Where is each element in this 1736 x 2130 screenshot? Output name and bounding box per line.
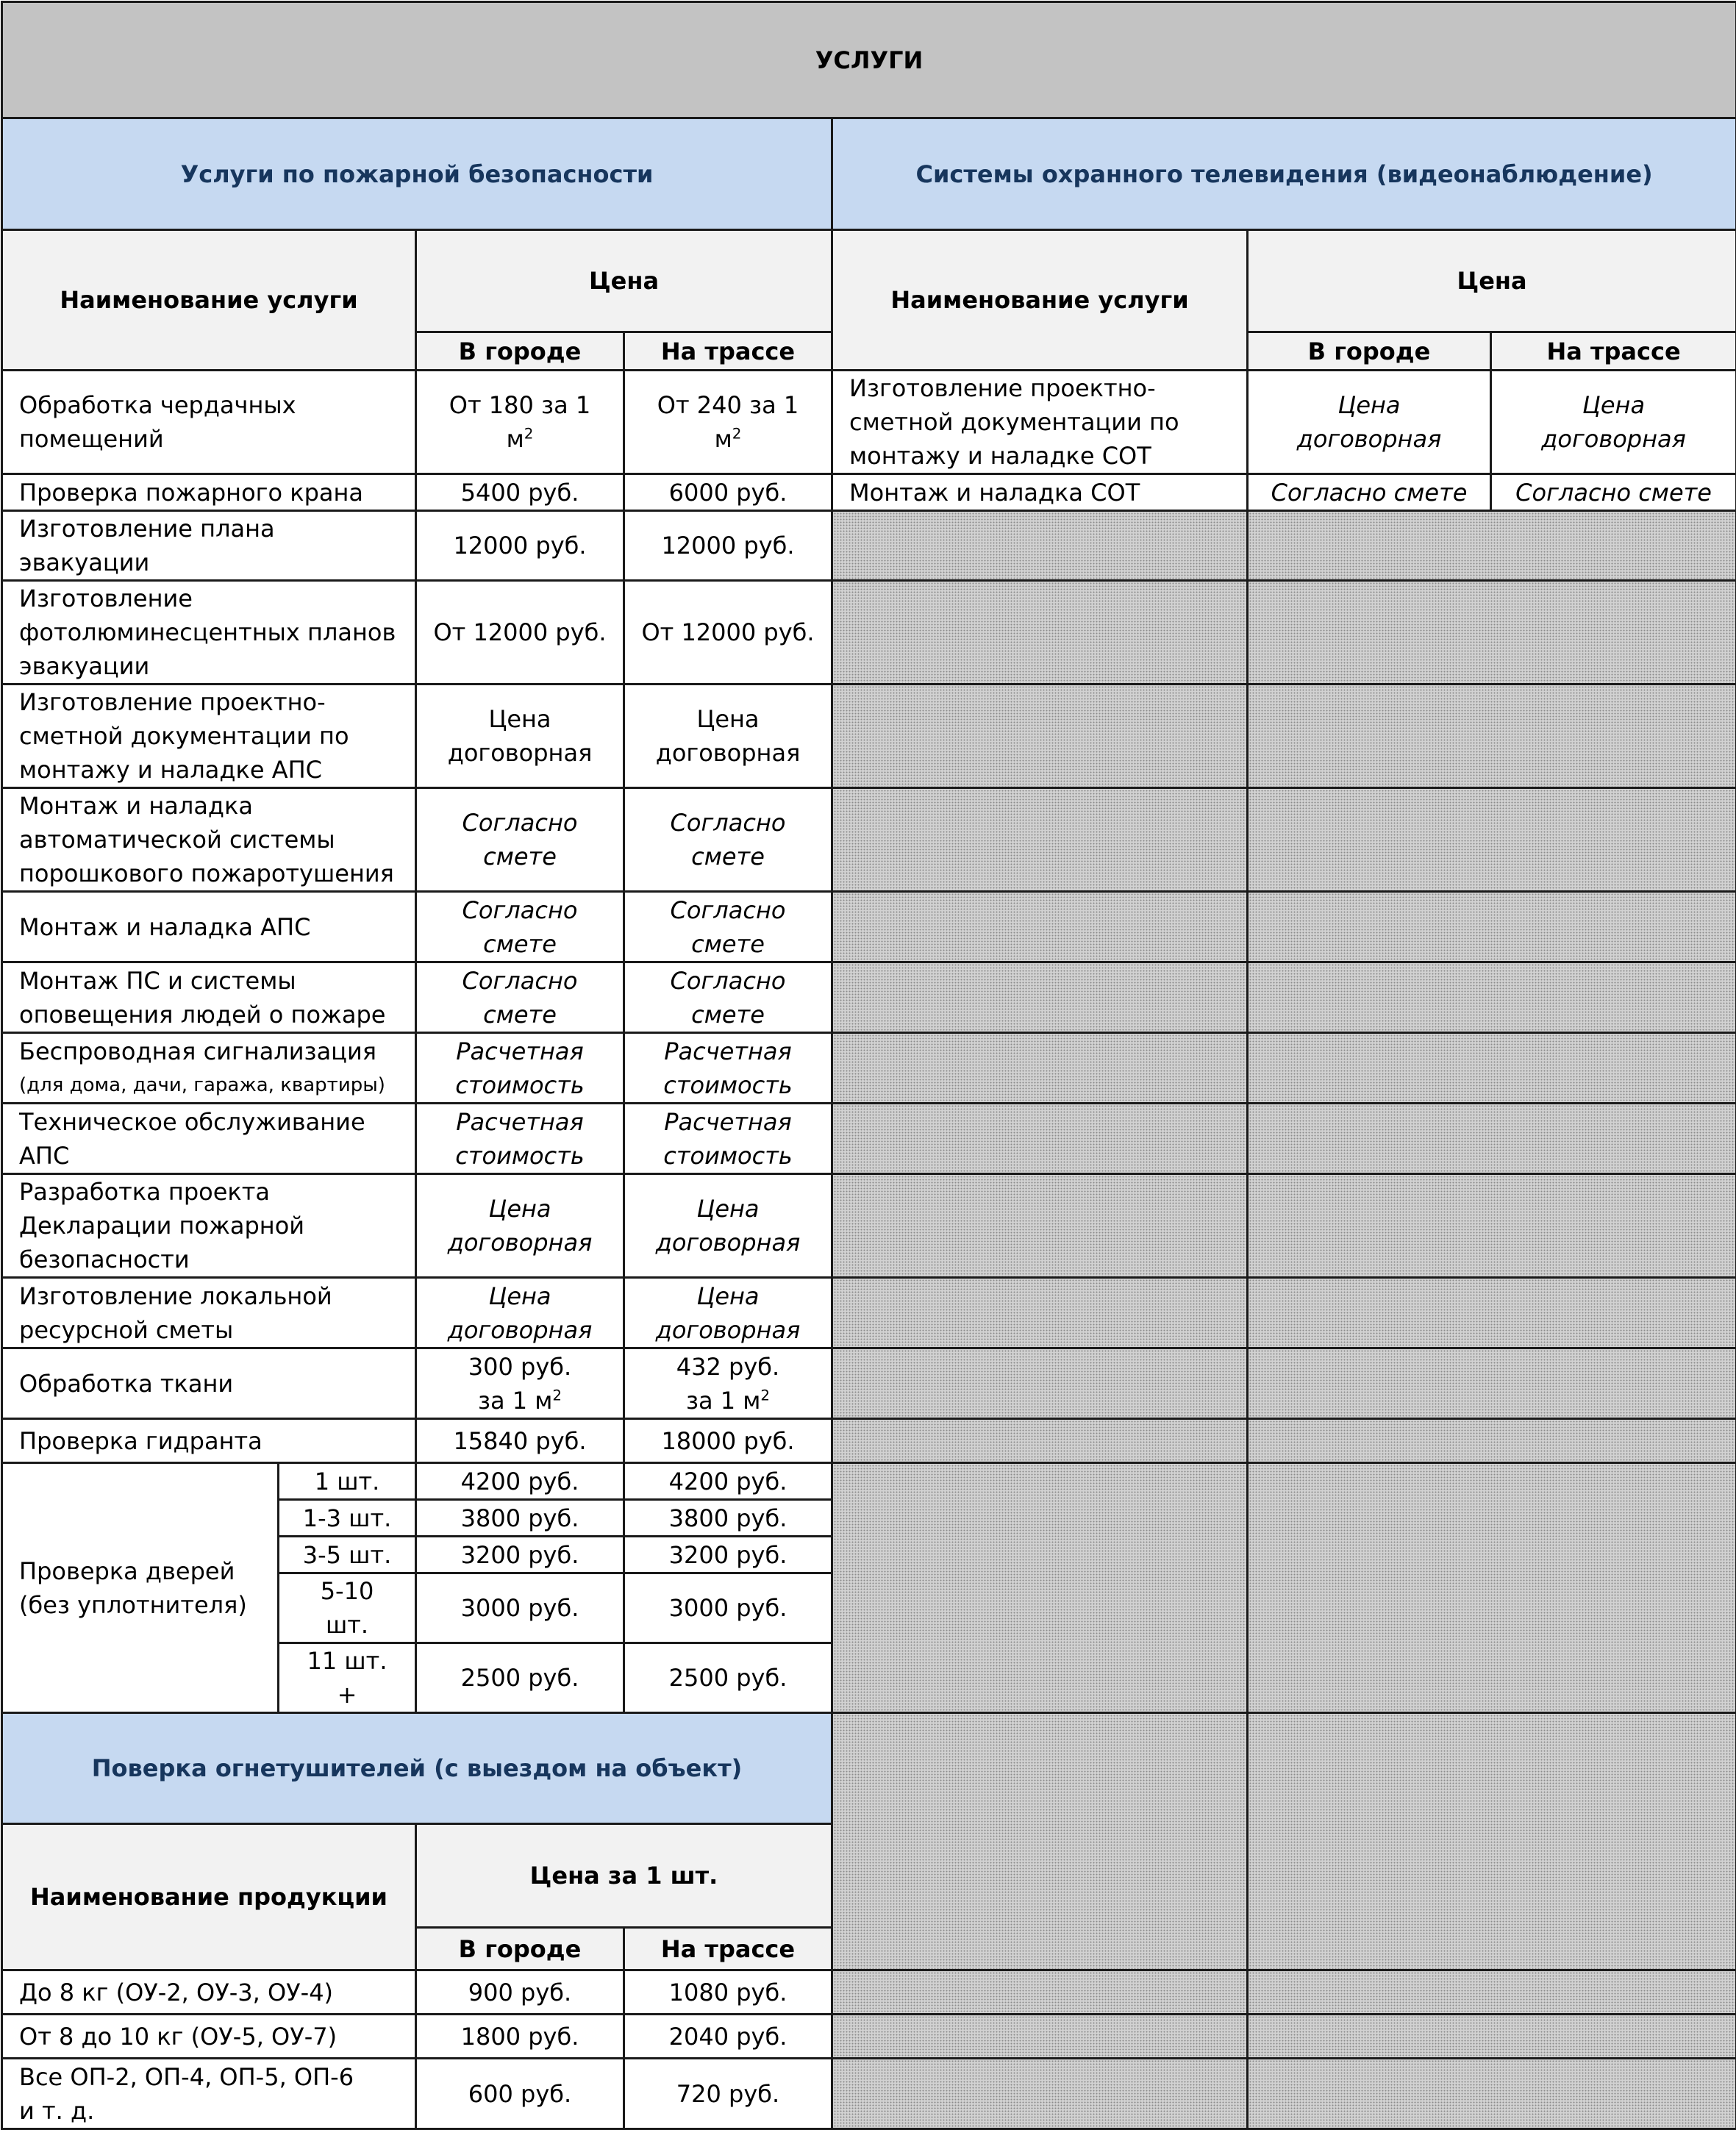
price-highway <box>624 1348 832 1419</box>
cctv-section-heading: Системы охранного телевидения (видеонаблюдение) <box>832 118 1736 230</box>
door-quantity: 1 шт. <box>279 1463 416 1500</box>
price-city: 600 руб. <box>416 2059 624 2129</box>
price-city: 900 руб. <box>416 1970 624 2015</box>
price-text: 300 руб. <box>433 1350 607 1384</box>
empty-hatched-cell <box>1248 962 1736 1033</box>
price-city: От 12000 руб. <box>416 581 624 685</box>
door-quantity: 1-3 шт. <box>279 1500 416 1537</box>
extinguishers-heading-row <box>2 1713 1736 1824</box>
extinguishers-col-city-header: В городе <box>416 1928 624 1970</box>
empty-hatched-cell <box>1248 1278 1736 1348</box>
table-row <box>2 511 1736 581</box>
empty-hatched-cell <box>832 1713 1248 1970</box>
price-highway: Расчетная стоимость <box>624 1033 832 1104</box>
extinguishers-col-highway-header: На трассе <box>624 1928 832 1970</box>
cctv-price-highway: Цена договорная <box>1491 371 1736 474</box>
price-city: 3000 руб. <box>416 1573 624 1643</box>
empty-hatched-cell <box>832 892 1248 962</box>
empty-hatched-cell <box>1248 2015 1736 2059</box>
superscript: 2 <box>552 1387 562 1404</box>
price-highway: 4200 руб. <box>624 1463 832 1500</box>
price-highway: Цена договорная <box>624 685 832 788</box>
price-highway: Цена договорная <box>624 1174 832 1278</box>
fire-section-heading: Услуги по пожарной безопасности <box>2 118 832 230</box>
price-text: От 240 за 1 м <box>657 391 799 453</box>
table-row <box>2 2015 1736 2059</box>
empty-hatched-cell <box>832 788 1248 892</box>
fire-col-name-header: Наименование услуги <box>2 230 416 371</box>
fire-col-price-header: Цена <box>416 230 832 332</box>
service-name <box>2 1033 416 1104</box>
price-highway: Цена договорная <box>624 1278 832 1348</box>
column-header-row <box>2 230 1736 332</box>
price-city <box>416 371 624 474</box>
service-name: Монтаж и наладка АПС <box>2 892 416 962</box>
empty-hatched-cell <box>1248 2059 1736 2129</box>
superscript: 2 <box>732 425 742 442</box>
price-city: Цена договорная <box>416 685 624 788</box>
table-row <box>2 788 1736 892</box>
price-highway: 2500 руб. <box>624 1643 832 1713</box>
empty-hatched-cell <box>832 1348 1248 1419</box>
price-highway: 6000 руб. <box>624 474 832 511</box>
service-name-note: (для дома, дачи, гаража, квартиры) <box>19 1068 399 1102</box>
table-row <box>2 474 1736 511</box>
empty-hatched-cell <box>832 1174 1248 1278</box>
empty-hatched-cell <box>832 1419 1248 1463</box>
service-name: Изготовление фотолюминесцентных планов эвакуации <box>2 581 416 685</box>
table-row <box>2 581 1736 685</box>
price-city <box>416 1348 624 1419</box>
empty-hatched-cell <box>1248 788 1736 892</box>
table-row <box>2 1033 1736 1104</box>
service-name-note: (без уплотнителя) <box>19 1588 261 1622</box>
table-row <box>2 1463 1736 1500</box>
service-name: Разработка проекта Декларации пожарной безопасности <box>2 1174 416 1278</box>
empty-hatched-cell <box>1248 1419 1736 1463</box>
door-quantity: 5-10 шт. <box>279 1573 416 1643</box>
title-row <box>2 2 1736 118</box>
price-city: 12000 руб. <box>416 511 624 581</box>
empty-hatched-cell <box>1248 1713 1736 1970</box>
extinguishers-section-heading: Поверка огнетушителей (с выездом на объект) <box>2 1713 832 1824</box>
price-highway: От 12000 руб. <box>624 581 832 685</box>
price-city: Расчетная стоимость <box>416 1033 624 1104</box>
empty-hatched-cell <box>1248 1104 1736 1174</box>
table-row <box>2 1278 1736 1348</box>
service-name: Изготовление проектно-сметной документации по монтажу и наладке АПС <box>2 685 416 788</box>
price-city: 15840 руб. <box>416 1419 624 1463</box>
price-city: Расчетная стоимость <box>416 1104 624 1174</box>
table-row <box>2 685 1736 788</box>
fire-col-highway-header: На трассе <box>624 332 832 371</box>
empty-hatched-cell <box>832 1104 1248 1174</box>
price-highway: 1080 руб. <box>624 1970 832 2015</box>
price-highway: Согласно смете <box>624 788 832 892</box>
price-unit-text: за 1 м <box>478 1387 552 1415</box>
price-highway: 3800 руб. <box>624 1500 832 1537</box>
superscript: 2 <box>760 1387 770 1404</box>
cctv-col-name-header: Наименование услуги <box>832 230 1248 371</box>
price-text: 432 руб. <box>641 1350 815 1384</box>
cctv-col-highway-header: На трассе <box>1491 332 1736 371</box>
price-city: Цена договорная <box>416 1278 624 1348</box>
section-headings-row <box>2 118 1736 230</box>
door-quantity: 11 шт. + <box>279 1643 416 1713</box>
price-highway: 12000 руб. <box>624 511 832 581</box>
extinguishers-col-name-header: Наименование продукции <box>2 1824 416 1970</box>
product-name: До 8 кг (ОУ-2, ОУ-3, ОУ-4) <box>2 1970 416 2015</box>
empty-hatched-cell <box>832 581 1248 685</box>
empty-hatched-cell <box>832 2015 1248 2059</box>
empty-hatched-cell <box>832 511 1248 581</box>
price-highway: 3200 руб. <box>624 1537 832 1573</box>
price-city: 1800 руб. <box>416 2015 624 2059</box>
product-name-note: и т. д. <box>19 2094 399 2128</box>
price-unit <box>641 1384 815 1418</box>
table-row <box>2 1419 1736 1463</box>
cctv-service-name: Монтаж и наладка СОТ <box>832 474 1248 511</box>
empty-hatched-cell <box>1248 581 1736 685</box>
fire-col-city-header: В городе <box>416 332 624 371</box>
empty-hatched-cell <box>832 1463 1248 1713</box>
price-city: Согласно смете <box>416 788 624 892</box>
empty-hatched-cell <box>1248 1970 1736 2015</box>
empty-hatched-cell <box>832 1033 1248 1104</box>
price-city: 5400 руб. <box>416 474 624 511</box>
service-name: Обработка чердачных помещений <box>2 371 416 474</box>
empty-hatched-cell <box>832 2059 1248 2129</box>
table-row <box>2 2059 1736 2129</box>
price-city: 3200 руб. <box>416 1537 624 1573</box>
table-row <box>2 1174 1736 1278</box>
service-name: Изготовление локальной ресурсной сметы <box>2 1278 416 1348</box>
empty-hatched-cell <box>1248 685 1736 788</box>
empty-hatched-cell <box>832 962 1248 1033</box>
price-unit <box>433 1384 607 1418</box>
table-row <box>2 1970 1736 2015</box>
empty-hatched-cell <box>832 1970 1248 2015</box>
empty-hatched-cell <box>832 1278 1248 1348</box>
door-quantity: 3-5 шт. <box>279 1537 416 1573</box>
cctv-price-highway: Согласно смете <box>1491 474 1736 511</box>
cctv-service-name: Изготовление проектно-сметной документации по монтажу и наладке СОТ <box>832 371 1248 474</box>
table-row <box>2 371 1736 474</box>
price-unit-text: за 1 м <box>686 1387 760 1415</box>
service-name: Проверка пожарного крана <box>2 474 416 511</box>
cctv-price-city: Цена договорная <box>1248 371 1491 474</box>
price-highway: 18000 руб. <box>624 1419 832 1463</box>
service-name <box>2 1463 279 1713</box>
service-name: Изготовление плана эвакуации <box>2 511 416 581</box>
product-name-text: Все ОП-2, ОП-4, ОП-5, ОП-6 <box>19 2060 399 2094</box>
price-city: 3800 руб. <box>416 1500 624 1537</box>
price-highway: Согласно смете <box>624 892 832 962</box>
price-highway: 2040 руб. <box>624 2015 832 2059</box>
service-name: Техническое обслуживание АПС <box>2 1104 416 1174</box>
price-city: 2500 руб. <box>416 1643 624 1713</box>
price-city: 4200 руб. <box>416 1463 624 1500</box>
price-text: От 180 за 1 м <box>449 391 590 453</box>
cctv-col-city-header: В городе <box>1248 332 1491 371</box>
price-city: Согласно смете <box>416 962 624 1033</box>
empty-hatched-cell <box>1248 892 1736 962</box>
price-city: Согласно смете <box>416 892 624 962</box>
page-title: УСЛУГИ <box>2 2 1736 118</box>
table-row <box>2 1348 1736 1419</box>
empty-hatched-cell <box>1248 1174 1736 1278</box>
price-highway <box>624 371 832 474</box>
table-row <box>2 962 1736 1033</box>
service-name: Обработка ткани <box>2 1348 416 1419</box>
service-name-text: Беспроводная сигнализация <box>19 1034 399 1068</box>
empty-hatched-cell <box>1248 1463 1736 1713</box>
product-name <box>2 2059 416 2129</box>
empty-hatched-cell <box>1248 1348 1736 1419</box>
services-table <box>1 1 1736 2130</box>
price-highway: Расчетная стоимость <box>624 1104 832 1174</box>
price-highway: 3000 руб. <box>624 1573 832 1643</box>
cctv-col-price-header: Цена <box>1248 230 1736 332</box>
empty-hatched-cell <box>832 685 1248 788</box>
empty-hatched-cell <box>1248 1033 1736 1104</box>
service-name: Монтаж ПС и системы оповещения людей о пожаре <box>2 962 416 1033</box>
service-name: Проверка гидранта <box>2 1419 416 1463</box>
price-highway: Согласно смете <box>624 962 832 1033</box>
service-name-text: Проверка дверей <box>19 1554 261 1588</box>
service-name: Монтаж и наладка автоматической системы порошкового пожаротушения <box>2 788 416 892</box>
extinguishers-col-price-header: Цена за 1 шт. <box>416 1824 832 1928</box>
superscript: 2 <box>524 425 534 442</box>
price-highway: 720 руб. <box>624 2059 832 2129</box>
table-row <box>2 1104 1736 1174</box>
product-name: От 8 до 10 кг (ОУ-5, ОУ-7) <box>2 2015 416 2059</box>
cctv-price-city: Согласно смете <box>1248 474 1491 511</box>
empty-hatched-cell <box>1248 511 1736 581</box>
table-row <box>2 892 1736 962</box>
price-city: Цена договорная <box>416 1174 624 1278</box>
